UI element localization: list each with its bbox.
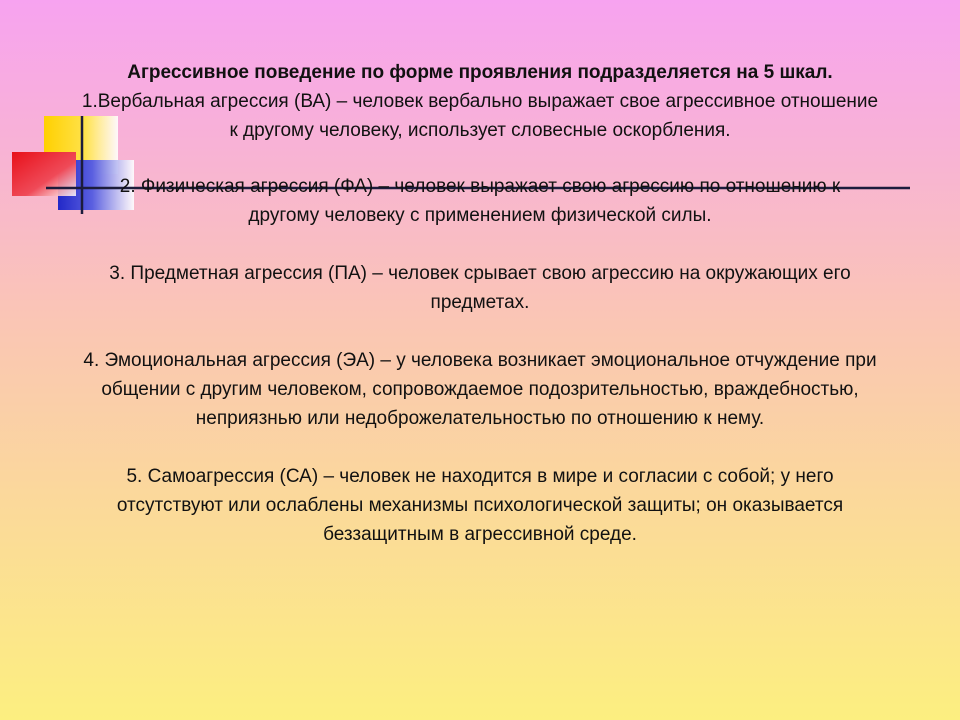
item-line: 2. Физическая агрессия (ФА) – человек выражает свою агрессию по отношению к [119,176,841,197]
item-line: беззащитным в агрессивной среде. [323,524,637,545]
item-self-aggression [40,462,920,549]
item-line: 5. Самоагрессия (СА) – человек не находится в мире и согласии с собой; у него [126,466,834,487]
item-physical-aggression [40,172,920,230]
slide-text [40,58,920,549]
item-verbal-aggression [40,87,920,145]
slide-title: Агрессивное поведение по форме проявления подразделяется на 5 шкал. [127,62,833,83]
item-line: другому человеку с применением физической силы. [248,205,712,226]
item-object-aggression [40,259,920,317]
item-line: отсутствуют или ослаблены механизмы психологической защиты; он оказывается [116,495,844,516]
item-line: предметах. [430,292,530,313]
item-line: 1.Вербальная агрессия (ВА) – человек вербально выражает свое агрессивное отношение [81,91,879,112]
item-line: 4. Эмоциональная агрессия (ЭА) – у человека возникает эмоциональное отчуждение при [83,350,877,371]
item-line: к другому человеку, использует словесные оскорбления. [229,120,731,141]
item-emotional-aggression [40,346,920,433]
item-line: общении с другим человеком, сопровождаемое подозрительностью, враждебностью, [101,379,859,400]
item-line: 3. Предметная агрессия (ПА) – человек срывает свою агрессию на окружающих его [109,263,851,284]
item-line: неприязнью или недоброжелательностью по отношению к нему. [195,408,765,429]
